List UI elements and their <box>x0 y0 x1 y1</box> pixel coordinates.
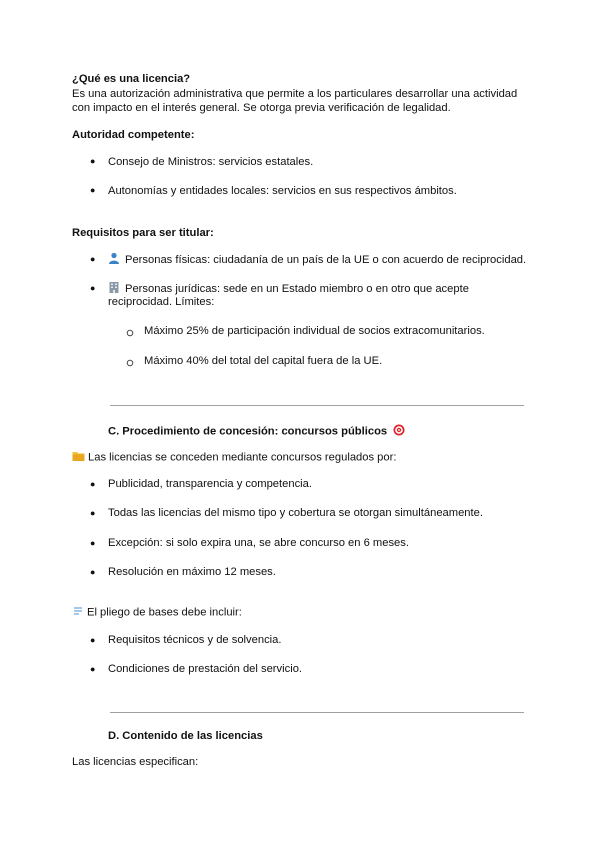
authority-item: Consejo de Ministros: servicios estatales. <box>108 156 314 168</box>
requirement-legal-text-2: reciprocidad. Límites: <box>108 296 215 308</box>
horizontal-divider <box>110 712 524 713</box>
section-c-intro-text: Las licencias se conceden mediante concursos regulados por: <box>88 451 397 464</box>
person-icon <box>108 252 120 268</box>
horizontal-divider <box>110 405 524 406</box>
authority-heading: Autoridad competente: <box>72 129 195 141</box>
requirement-legal-text-1: Personas jurídicas: sede en un Estado miembro o en otro que acepte <box>125 282 469 295</box>
section-d-intro: Las licencias especifican: <box>72 756 199 768</box>
pliego-intro-text: El pliego de bases debe incluir: <box>87 606 242 619</box>
requirement-physical-text: Personas físicas: ciudadanía de un país de la UE o con acuerdo de reciprocidad. <box>125 253 527 266</box>
section-c-intro <box>72 450 396 465</box>
bullet-dot: ● <box>90 664 96 674</box>
document-lines-icon <box>72 605 84 620</box>
bullet-dot: ● <box>90 185 96 195</box>
bullet-dot: ● <box>90 508 96 518</box>
requirements-heading: Requisitos para ser titular: <box>72 227 214 239</box>
bullet-dot: ● <box>90 479 96 489</box>
question-heading: ¿Qué es una licencia? <box>72 73 191 85</box>
bullet-dot: ● <box>90 254 96 264</box>
limit-item: Máximo 40% del total del capital fuera de la UE. <box>144 355 383 367</box>
concurso-item: Todas las licencias del mismo tipo y cobertura se otorgan simultáneamente. <box>108 507 483 519</box>
limit-item: Máximo 25% de participación individual de socios extracomunitarios. <box>144 325 485 337</box>
section-c-heading <box>108 424 410 439</box>
authority-item: Autonomías y entidades locales: servicios en sus respectivos ámbitos. <box>108 185 457 197</box>
target-icon <box>393 424 405 439</box>
pliego-item: Condiciones de prestación del servicio. <box>108 663 303 675</box>
bullet-dot: ● <box>90 283 96 293</box>
sub-bullet-circle <box>126 328 134 336</box>
sub-bullet-circle <box>126 358 134 366</box>
bullet-dot: ● <box>90 567 96 577</box>
answer-line-1: Es una autorización administrativa que permite a los particulares desarrollar una actividad <box>72 88 518 100</box>
requirement-physical <box>108 252 526 268</box>
concurso-item: Excepción: si solo expira una, se abre concurso en 6 meses. <box>108 537 409 549</box>
bullet-dot: ● <box>90 635 96 645</box>
concurso-item: Publicidad, transparencia y competencia. <box>108 478 312 490</box>
concurso-item: Resolución en máximo 12 meses. <box>108 566 276 578</box>
section-d-heading: D. Contenido de las licencias <box>108 730 263 742</box>
bullet-dot: ● <box>90 156 96 166</box>
pliego-intro <box>72 605 242 620</box>
answer-line-2: con impacto en el interés general. Se otorga previa verificación de legalidad. <box>72 102 451 114</box>
pliego-item: Requisitos técnicos y de solvencia. <box>108 634 282 646</box>
folder-icon <box>72 450 85 465</box>
section-c-heading-text: C. Procedimiento de concesión: concursos públicos <box>108 425 388 438</box>
bullet-dot: ● <box>90 538 96 548</box>
